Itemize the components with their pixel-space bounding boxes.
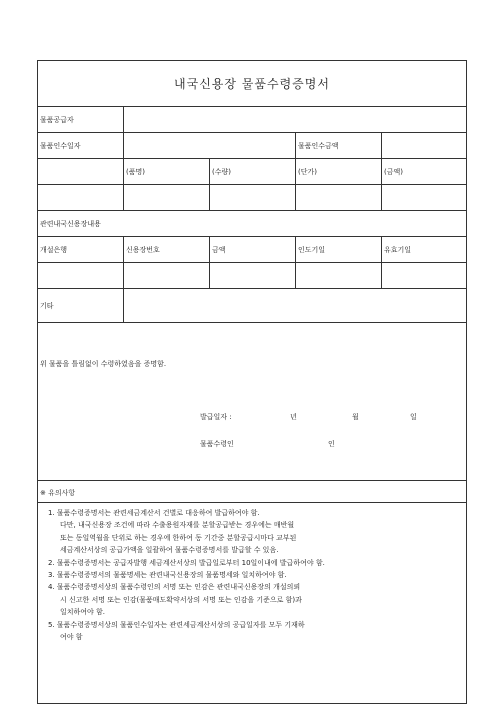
lc-amount-value: [210, 263, 296, 288]
other-row: [38, 289, 466, 323]
note-line: 또는 동일역월을 단위로 하는 경우에 한하여 동 기간중 분할공급시마다 교부된: [60, 533, 297, 542]
form-title: 내국신용장 물품수령증명서: [38, 61, 466, 107]
receiver-label: 물품수령인: [200, 440, 234, 448]
item-price-value: [296, 185, 382, 210]
item-qty-header: (수량): [210, 159, 296, 184]
item-name-header: (품명): [124, 159, 210, 184]
supplier-label: 물품공급자: [38, 107, 124, 132]
item-name-value: [124, 185, 210, 210]
item-blank-cell: [38, 159, 124, 184]
certification-block: [38, 323, 466, 481]
note-line: 여야 함: [60, 633, 83, 641]
receipt-date-value: [124, 133, 296, 158]
related-lc-row: [38, 211, 466, 237]
lc-delivery-value: [296, 263, 382, 288]
certification-statement: 위 물품을 틀림없이 수령하였음을 증명함.: [40, 360, 167, 368]
issue-date-label: 발급일자 :: [200, 413, 232, 421]
note-line: 일치하여야 함.: [60, 608, 106, 617]
notes-heading: ※ 유의사항: [40, 489, 76, 497]
issue-day: 일: [410, 413, 417, 421]
supplier-value: [124, 107, 466, 132]
item-value-blank: [38, 185, 124, 210]
note-line: 2. 물품수령증명서는 공급자발행 세금계산서상의 발급일로부터 10일이내에 발급하여야 함.: [48, 558, 325, 567]
notes-body: [38, 507, 466, 697]
issue-month: 월: [352, 413, 359, 421]
notes-heading-row: [38, 481, 466, 503]
lc-header-row: [38, 237, 466, 263]
note-line: 1. 물품수령증명서는 관련세금계산서 건별로 대응하여 발급하여야 함.: [48, 509, 260, 517]
receipt-amount-label: 물품인수금액: [296, 133, 382, 158]
receipt-date-label: 물품인수일자: [38, 133, 124, 158]
lc-bank-header: 개설은행: [38, 237, 124, 262]
item-amount-value: [382, 185, 466, 210]
note-line: 3. 물품수령증명서의 물품명세는 관련내국신용장의 물품명세와 일치하여야 함.: [48, 571, 287, 579]
lc-delivery-header: 인도기일: [296, 237, 382, 262]
receipt-amount-value: [382, 133, 466, 158]
lc-number-value: [124, 263, 210, 288]
receipt-row: [38, 133, 466, 159]
supplier-row: [38, 107, 466, 133]
item-qty-value: [210, 185, 296, 210]
note-line: 4. 물품수령증명서상의 물품수령인의 서명 또는 인감은 관련내국신용장의 개설의뢰: [48, 583, 301, 592]
lc-number-header: 신용장번호: [124, 237, 210, 262]
certificate-form: [37, 60, 467, 704]
note-line: 시 신고한 서명 또는 인감(물품매도확약서상의 서명 또는 인감을 기준으로 함)과: [60, 595, 302, 604]
item-value-row: [38, 185, 466, 211]
other-label: 기타: [38, 289, 124, 322]
note-line: 세금계산서상의 공급가액을 일괄하여 물품수령증명서를 발급할 수 있음.: [60, 546, 279, 555]
other-value: [124, 289, 466, 322]
receiver-seal: 인: [328, 440, 335, 448]
lc-expiry-header: 유효기일: [384, 245, 412, 254]
item-price-header: (단가): [296, 159, 382, 184]
lc-amount-header: 금액: [210, 237, 296, 262]
note-line: 다만, 내국신용장 조건에 따라 수출용원자재를 분할공급받는 경우에는 매반월: [60, 521, 295, 530]
item-header-row: [38, 159, 466, 185]
lc-expiry-value: [382, 263, 466, 288]
lc-bank-value: [38, 263, 124, 288]
item-amount-header: (금액): [384, 167, 403, 176]
issue-year: 년: [290, 413, 297, 421]
note-line: 5. 물품수령증명서상의 물품인수일자는 관련세금계산서상의 공급일자를 모두 기재하: [48, 620, 305, 629]
lc-value-row: [38, 263, 466, 289]
related-lc-label: 관련내국신용장내용: [40, 219, 101, 228]
